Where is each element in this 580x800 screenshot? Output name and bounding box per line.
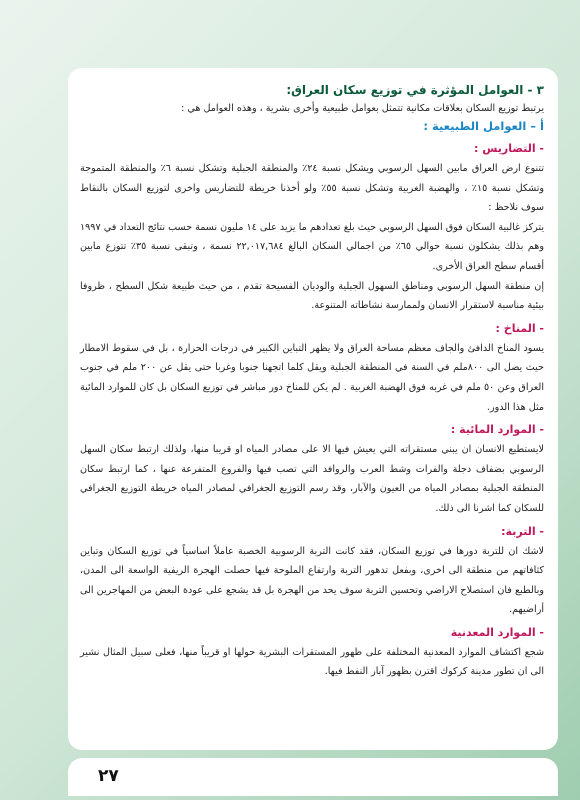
paragraph: شجع اكتشاف الموارد المعدنية المختلفة على ظهور المستقرات البشرية حولها او قريباً منها، فعلى سبيل المثال نشير الى ان تطور مدينة كركوك اقترن بظهور آبار النفط فيها. (80, 646, 544, 678)
paragraph: إن منطقة السهل الرسوبي ومناطق السهول الجبلية والوديان الفسيحة تقدم ، من حيث طبيعة شكل السطح ، ظروفا بيئية مناسبة لاستقرار الانسان ولممارسة نشاطاته المتنوعة. (80, 280, 544, 312)
paragraph: تتنوع ارض العراق مابين السهل الرسوبي ويشكل نسبة ٢٤٪ والمنطقة الجبلية وتشكل نسبة ٦٪ والمنطقة المتموجة وتشكل نسبة ١٥٪ ، والهضبة الغربية وتشكل نسبة ٥٥٪ ولو أخذنا خريطة للتضاريس واخرى لتوزيع السكان بالنقاط سوف نلاحظ : (80, 163, 545, 214)
intro-text: يرتبط توزيع السكان بعلاقات مكانية تتمثل بعوامل طبيعية وأخرى بشرية ، وهذه العوامل هي : (181, 103, 544, 114)
page-footer (68, 758, 558, 796)
paragraph: يتركز غالبية السكان فوق السهل الرسوبي حيث بلغ تعدادهم ما يزيد على ١٤ مليون نسمة حسب نتائج التعداد في ١٩٩٧ وهم بذلك يشكلون نسبة حوالي ٦٥٪ من اجمالي السكان البالغ ٢٢,٠١٧,٦٨٤ نسمة ، وتبقى نسبة ٣٥٪ تتوزع مابين أقسام سطح العراق الأخرى. (80, 221, 544, 272)
section-title: - الموارد المائية : (450, 423, 544, 437)
page-content (68, 68, 558, 750)
section-title: - الموارد المعدنية (450, 625, 544, 639)
section-minerals (80, 623, 544, 682)
section-water (80, 420, 544, 518)
paragraph: لايستطيع الانسان ان يبني مستقراته التي يعيش فيها الا على مصادر المياه او قريبا منها، ولذلك ارتبط سكان السهل الرسوبي بضفاف دجلة والفرات وشط العرب والروافد التي تصب فيها والفروع المتفرعة عنها ، كما ارتبط سكان المنطقة الجبلية بمصادر المياه من العيون والآبار، وقد رسم التوزيع الجغرافي لمصادر المياه خريطة التوزيع الجغرافي للسكان كما اشرنا الى ذلك. (80, 444, 544, 514)
section-soil (80, 522, 544, 620)
section-climate (80, 319, 544, 417)
main-title: ٣ - العوامل المؤثرة في توزيع سكان العراق: (286, 83, 544, 97)
natural-factors-title: أ – العوامل الطبيعية : (423, 119, 544, 133)
section-title: - المناخ : (495, 321, 544, 335)
section-title: - التربة: (501, 524, 544, 538)
page-number: ٢٧ (98, 766, 119, 786)
section-title: - التضاريس : (474, 142, 544, 155)
paragraph: يسود المناخ الدافئ والجاف معظم مساحة العراق ولا يظهر التباين الكبير في درجات الحرارة ، بل في سقوط الامطار حيث يصل الى ٨٠٠ملم في السنة في المنطقة الجبلية ويقل كلما اتجهنا جنوبا وغربا حتى يقل عن ٢٠٠ ملم في جنوب العراق وعن ٥٠ ملم في غربه فوق الهضبة الغربية . لم يكن للمناخ دور مباشر في توزيع السكان بل كان للموارد المائية مثل هذا الدور. (80, 342, 544, 413)
paragraph: لاشك ان للتربة دورها في توزيع السكان، فقد كانت التربة الرسوبية الخصبة عاملاً اساسياً في توزيع السكان وتباين كثافاتهم من منطقة الى اخرى، وبفعل تدهور التربة وارتفاع الملوحة فيها حصلت الهجرة الريفية الواسعة الى المدن، وبالطبع فان استصلاح الاراضي وتحسين التربة سوف يحد من الهجرة بل قد يشجع على عودة البعض من المهاجرين الى أراضيهم. (80, 545, 544, 616)
section-terrain (80, 139, 544, 316)
